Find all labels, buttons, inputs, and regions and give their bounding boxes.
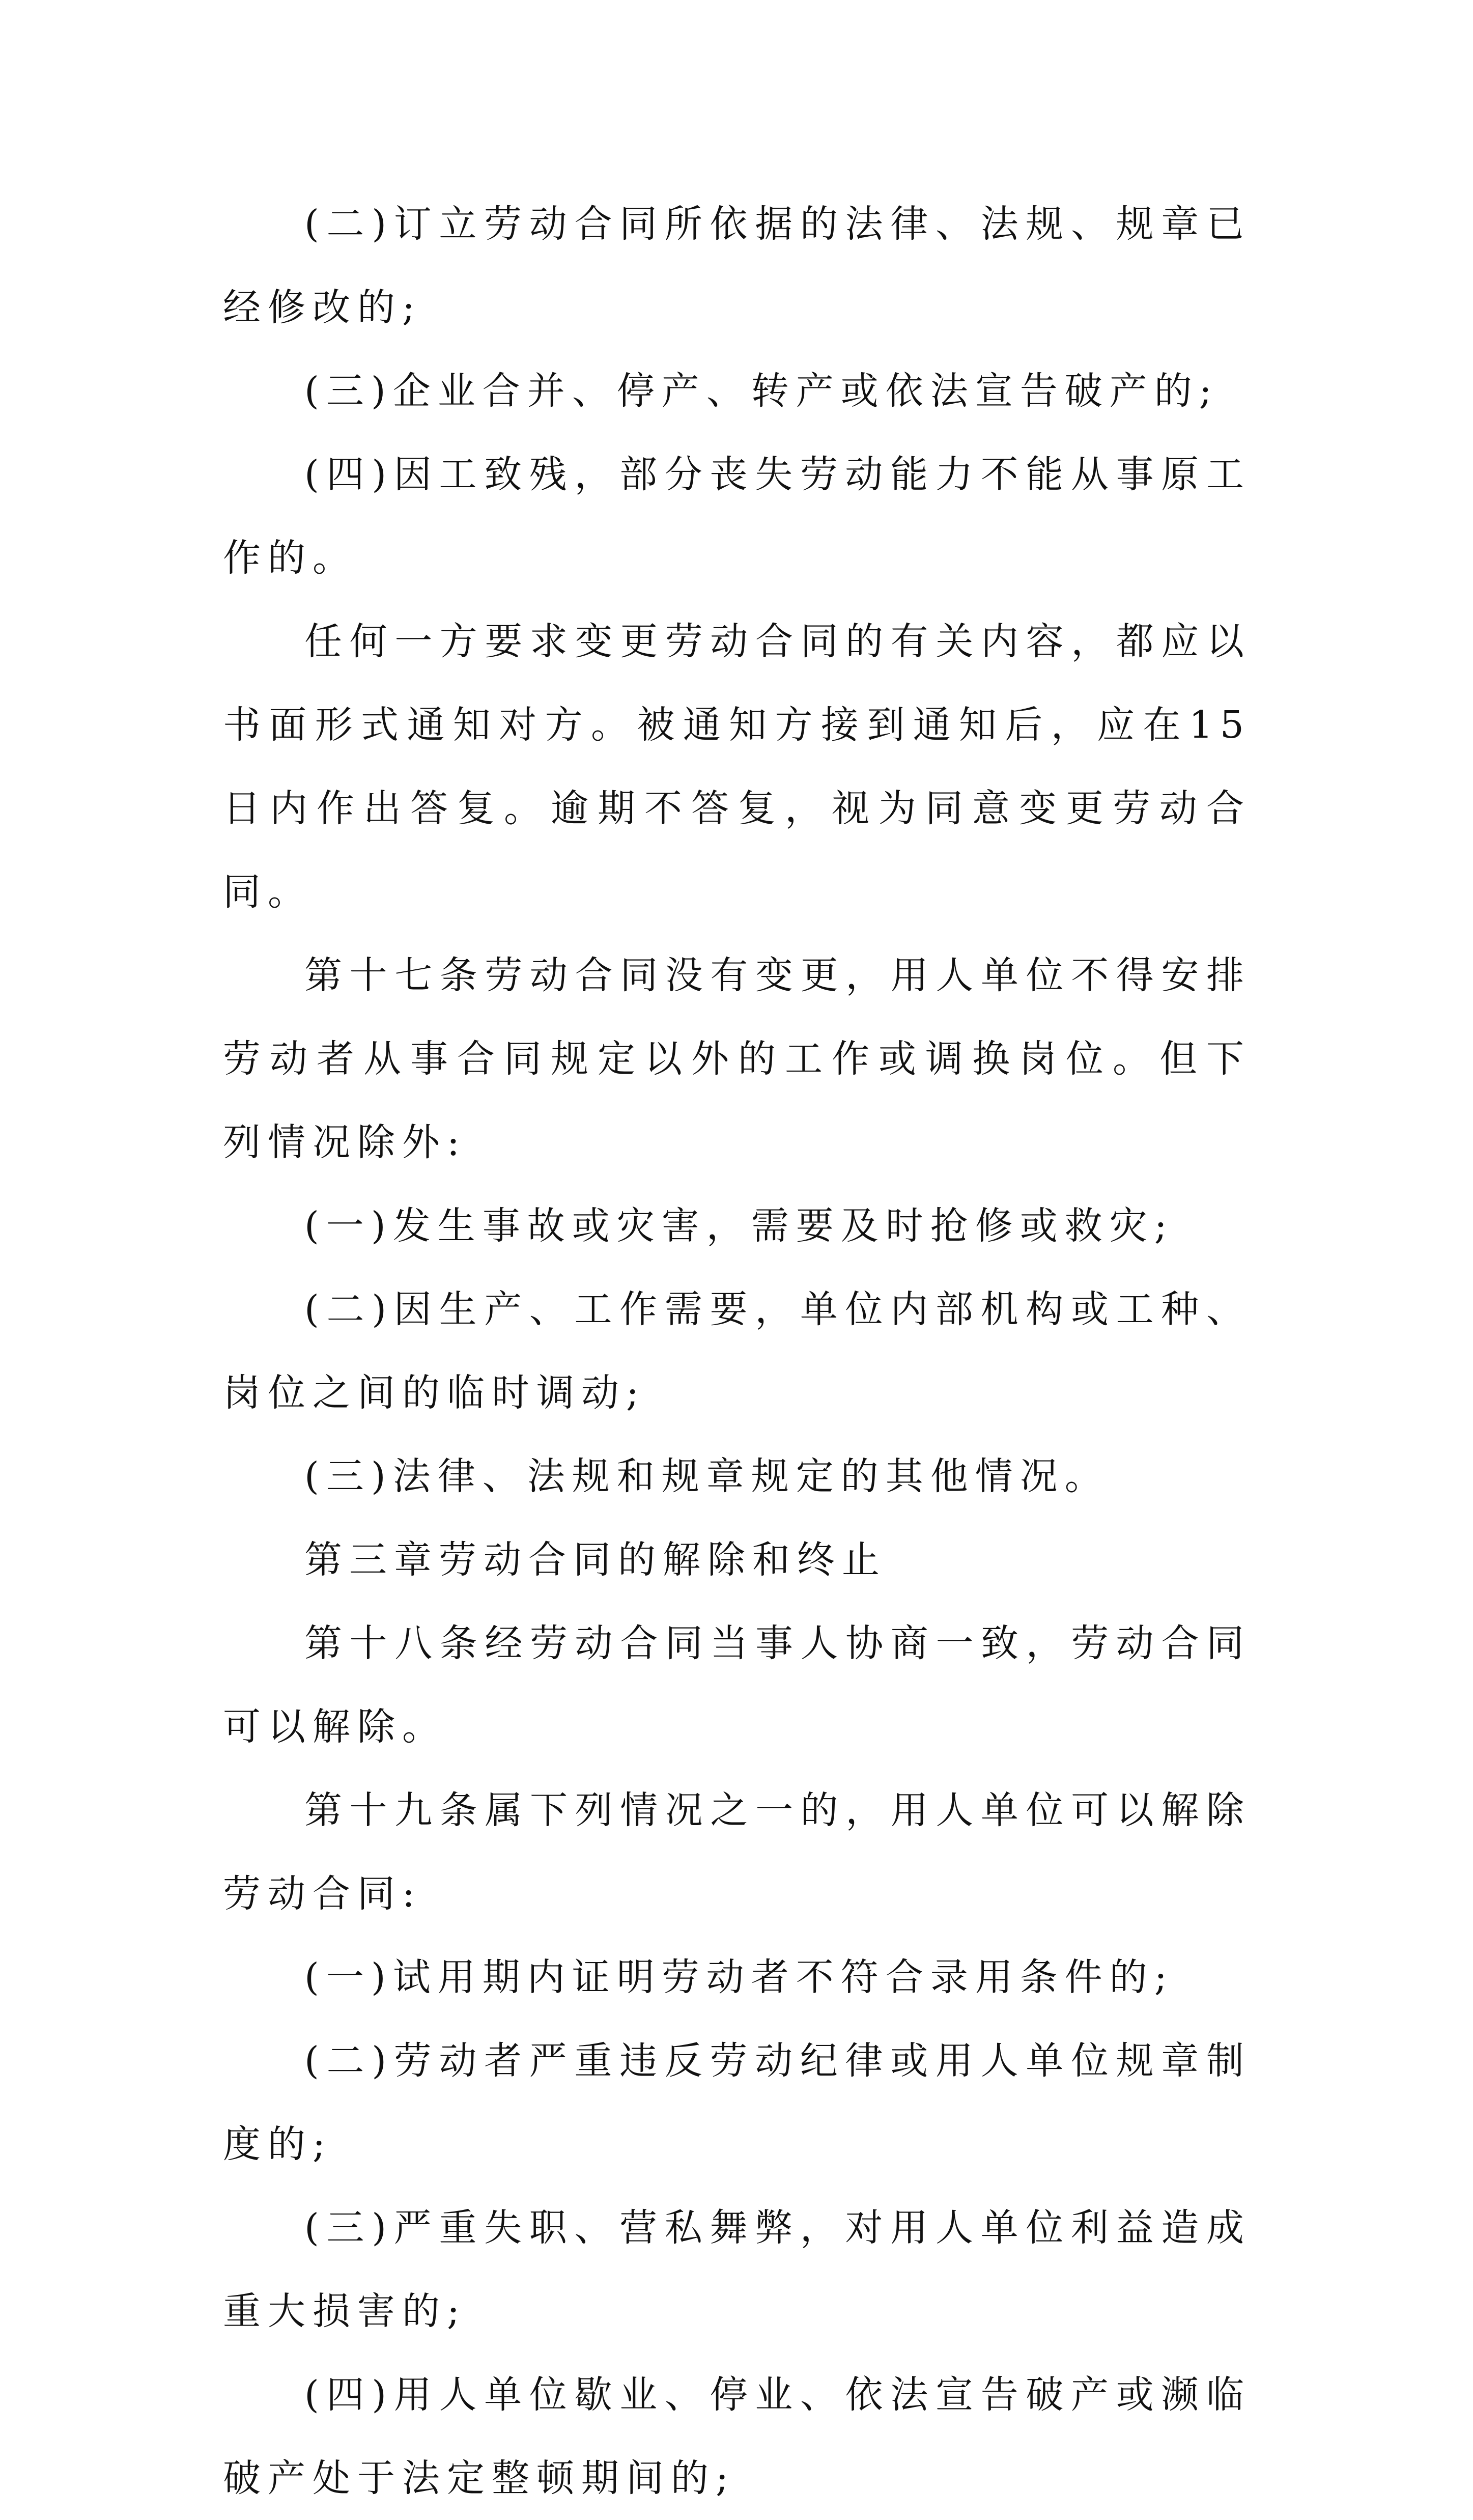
paragraph: (四)因工致残，部分丧失劳动能力不能从事原工作的。 xyxy=(223,453,1251,580)
paragraph: (二)劳动者严重违反劳动纪律或用人单位规章制度的; xyxy=(223,2039,1251,2166)
document-body xyxy=(223,182,1251,2520)
paragraph: (一)发生事故或灾害，需要及时抢修或救灾; xyxy=(304,1204,1174,1248)
paragraph: 第十七条劳动合同没有变更，用人单位不得安排劳动者从事合同规定以外的工作或调换岗位。但下列情况除外: xyxy=(223,954,1251,1164)
paragraph: (三)法律、法规和规章规定的其他情况。 xyxy=(304,1454,1110,1498)
paragraph: (四)用人单位歇业、停业、依法宣告破产或濒临破产处于法定整顿期间的; xyxy=(223,2373,1251,2500)
paragraph: (三)严重失职、营私舞弊，对用人单位利益造成重大损害的; xyxy=(223,2206,1251,2333)
section-heading: 第三章劳动合同的解除和终止 xyxy=(304,1538,887,1582)
paragraph: 第十九条属下列情况之一的，用人单位可以解除劳动合同: xyxy=(223,1788,1251,1916)
paragraph: 第十八条经劳动合同当事人协商一致，劳动合同可以解除。 xyxy=(223,1621,1251,1749)
paragraph: (二)因生产、工作需要，单位内部机构或工种、岗位之间的临时调动; xyxy=(223,1287,1251,1415)
paragraph: 任何一方要求变更劳动合同的有关内容，都应以书面形式通知对方。被通知方接到通知后，应在15日内作出答复。逾期不答复，视为同意变更劳动合同。 xyxy=(223,620,1251,914)
paragraph: (一)试用期内证明劳动者不符合录用条件的; xyxy=(304,1955,1174,1999)
paragraph: (二)订立劳动合同所依据的法律、法规、规章已经修改的; xyxy=(223,202,1251,329)
paragraph: (三)企业合并、停产、转产或依法宣告破产的; xyxy=(304,369,1219,413)
